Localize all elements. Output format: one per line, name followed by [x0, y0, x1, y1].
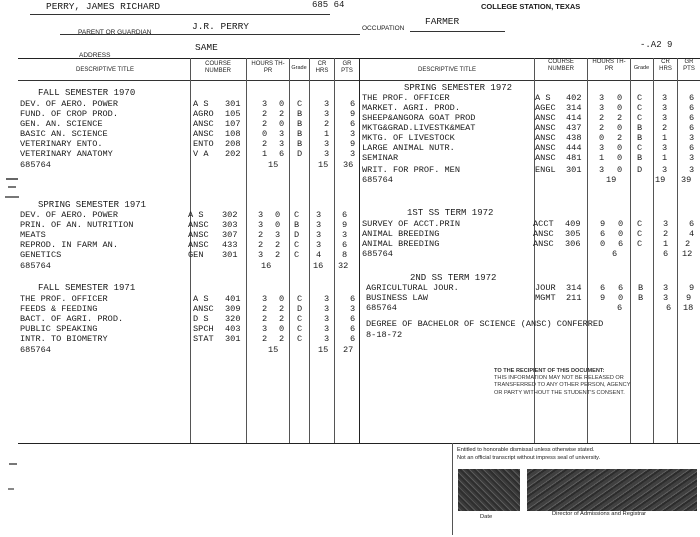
course-row: MKTG. OF LIVESTOCK ANSC 438 0 2 B 1 3	[362, 133, 695, 143]
parent-label: PARENT OR GUARDIAN	[78, 29, 152, 36]
course-row: GEN. AN. SCIENCE ANSC 107 2 0 B 2 6	[20, 119, 356, 129]
occupation-value: FARMER	[425, 16, 460, 27]
semester-heading: FALL SEMESTER 1970	[38, 88, 136, 98]
semester-totals: 685764 6 6 18	[366, 303, 694, 313]
course-row: MKTG&GRAD.LIVESTK&MEAT ANSC 437 2 0 B 2 6	[362, 123, 695, 133]
semester-heading: SPRING SEMESTER 1972	[404, 83, 513, 93]
col-cr-right: CR HRS	[659, 59, 672, 72]
course-row: THE PROF. OFFICER A S 402 3 0 C 3 6	[362, 93, 695, 103]
semester-totals: 685764 19 19 39	[362, 175, 692, 185]
course-row: GENETICS GEN 301 3 2 C 4 8	[20, 250, 348, 260]
course-row: DEV. OF AERO. POWER A S 302 3 0 C 3 6	[20, 210, 348, 220]
semester-heading: SPRING SEMESTER 1971	[38, 200, 147, 210]
col-gr-right: GR PTS	[683, 59, 695, 72]
page-reference: -.A2 9	[640, 40, 673, 50]
col-grade-left: Grade	[291, 65, 307, 71]
degree-date: 8-18-72	[366, 330, 403, 340]
degree-conferred: DEGREE OF BACHELOR OF SCIENCE (ANSC) CONFERRED	[366, 319, 604, 329]
course-row: REPROD. IN FARM AN. ANSC 433 2 2 C 3 6	[20, 240, 348, 250]
student-id-line: 685764	[362, 249, 393, 259]
student-id-line: 685764	[362, 175, 393, 185]
course-row: FEEDS & FEEDING ANSC 309 2 2 D 3 3	[20, 304, 356, 314]
student-id-line: 685764	[20, 160, 51, 170]
col-cr-left: CR HRS	[315, 61, 329, 74]
student-id-line: 685764	[20, 261, 51, 271]
course-row: PRIN. OF AN. NUTRITION ANSC 303 3 0 B 3 9	[20, 220, 348, 230]
course-row: BUSINESS LAW MGMT 211 9 0 B 3 9	[366, 293, 692, 303]
course-row: BACT. OF AGRI. PROD. D S 320 2 2 C 3 6	[20, 314, 356, 324]
date-label: Date	[480, 514, 493, 520]
col-course-left: COURSE NUMBER	[204, 61, 231, 74]
parent-name: J.R. PERRY	[192, 21, 250, 32]
col-grade-right: Grade	[633, 65, 650, 71]
semester-heading: FALL SEMESTER 1971	[38, 283, 136, 293]
occupation-label: OCCUPATION	[362, 25, 405, 32]
address-value: SAME	[195, 42, 218, 53]
col-hours-left: HOURS TH-PR	[251, 61, 285, 74]
semester-heading: 2ND SS TERM 1972	[410, 273, 497, 283]
semester-totals: 685764 15 15 27	[20, 345, 354, 355]
student-id-line: 685764	[366, 303, 397, 313]
course-row: FUND. OF CROP PROD. AGRO 105 2 2 B 3 9	[20, 109, 356, 119]
name-underline	[30, 14, 330, 15]
official-transcript-note: Not an official transcript without impress seal of university.	[457, 455, 601, 461]
student-id-line: 685764	[20, 345, 51, 355]
course-row: AGRICULTURAL JOUR. JOUR 314 6 6 B 3 9	[366, 283, 695, 293]
dismissal-note: Entitled to honorable dismissal unless otherwise stated.	[457, 447, 595, 453]
course-row: SHEEP&ANGORA GOAT PROD ANSC 414 2 2 C 3 6	[362, 113, 695, 123]
course-row: DEV. OF AERO. POWER A S 301 3 0 C 3 6	[20, 99, 356, 109]
recipient-notice: TO THE RECIPIENT OF THIS DOCUMENT: THIS INFORMATION MAY NOT BE RELEASED OR TRANSFERRED TO ANY OTHER PERSON, AGENCY OR PARTY WITHOUT THE STUDENT'S CONSENT.	[494, 368, 631, 396]
course-row: PUBLIC SPEAKING SPCH 403 3 0 C 3 6	[20, 324, 356, 334]
course-row: LARGE ANIMAL NUTR. ANSC 444 3 0 C 3 6	[362, 143, 695, 153]
course-row: ANIMAL BREEDING ANSC 306 0 6 C 1 2	[362, 239, 691, 249]
course-row: WRIT. FOR PROF. MEN ENGL 301 3 0 D 3 3	[362, 165, 695, 175]
course-row: SURVEY OF ACCT.PRIN ACCT 409 9 0 C 3 6	[362, 219, 695, 229]
student-name: PERRY, JAMES RICHARD	[46, 1, 161, 12]
course-row: VETERINARY ANATOMY V A 202 1 6 D 3 3	[20, 149, 356, 159]
semester-heading: 1ST SS TERM 1972	[407, 208, 494, 218]
course-row: THE PROF. OFFICER A S 401 3 0 C 3 6	[20, 294, 356, 304]
semester-totals: 685764 15 15 36	[20, 160, 354, 170]
col-hours-right: HOURS TH-PR	[592, 59, 626, 72]
course-row: MARKET. AGRI. PROD. AGEC 314 3 0 C 3 6	[362, 103, 695, 113]
occupation-underline	[410, 31, 505, 32]
course-row: ANIMAL BREEDING ANSC 305 6 0 C 2 4	[362, 229, 695, 239]
registrar-label: Director of Admissions and Registrar	[552, 511, 647, 517]
course-row: VETERINARY ENTO. ENTO 208 2 3 B 3 9	[20, 139, 356, 149]
institution-location: COLLEGE STATION, TEXAS	[481, 2, 581, 11]
course-row: BASIC AN. SCIENCE ANSC 108 0 3 B 1 3	[20, 129, 356, 139]
parent-underline	[60, 34, 360, 35]
address-label: ADDRESS	[79, 52, 111, 59]
semester-totals: 685764 16 16 32	[20, 261, 349, 271]
col-title-right: DESCRIPTIVE TITLE	[418, 67, 476, 73]
col-course-right: COURSE NUMBER	[547, 59, 574, 72]
course-row: MEATS ANSC 307 2 3 D 3 3	[20, 230, 348, 240]
course-row: INTR. TO BIOMETRY STAT 301 2 2 C 3 6	[20, 334, 356, 344]
semester-totals: 685764 6 6 12	[362, 249, 693, 259]
date-stamp-box	[458, 469, 520, 511]
student-id-partial: 685 64	[312, 0, 345, 10]
col-gr-left: GR PTS	[341, 61, 353, 74]
course-row: SEMINAR ANSC 481 1 0 B 1 3	[362, 153, 695, 163]
registrar-signature-box	[527, 469, 697, 511]
col-title-left: DESCRIPTIVE TITLE	[76, 67, 134, 73]
